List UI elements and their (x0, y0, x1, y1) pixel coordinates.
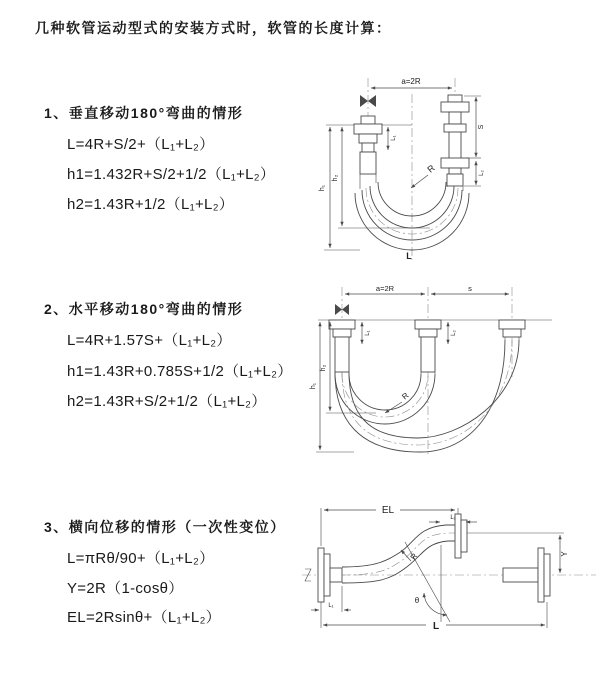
hose-s-curve (342, 525, 455, 583)
page-title: 几种软管运动型式的安装方式时，软管的长度计算： (35, 20, 392, 36)
diagram-horizontal-180-bend (312, 282, 600, 458)
dimension-el (321, 505, 458, 546)
left-flange (318, 548, 342, 602)
dim-label-l2: L₂ (479, 170, 485, 176)
right-fitting (499, 320, 525, 337)
dimension-l2 (448, 322, 457, 344)
dimension-l1-bottom (311, 586, 351, 612)
formula: h1=1.43R+0.785S+1/2（L₁+L₂） (67, 363, 293, 380)
lower-right-pipe (503, 548, 550, 602)
formula: h1=1.432R+S/2+1/2（L₁+L₂） (67, 166, 276, 183)
dim-label-a2r: a=2R (401, 77, 421, 86)
formula: L=4R+1.57S+（L₁+L₂） (67, 332, 232, 349)
dim-label-h1: h₁ (319, 184, 326, 192)
dimension-a2r (345, 284, 425, 294)
dim-label-l-total: L (432, 621, 440, 632)
dim-label-el: EL (381, 505, 395, 516)
dimension-l (321, 602, 547, 632)
left-fitting (326, 116, 412, 174)
upper-flange (455, 514, 564, 558)
dim-label-r: R (408, 551, 420, 562)
dim-label-a2r: a=2R (375, 284, 395, 293)
formula: L=πRθ/90+（L₁+L₂） (67, 550, 215, 567)
diagram-vertical-180-bend (308, 72, 600, 262)
dimension-l1 (362, 322, 371, 344)
dim-label-l1-bottom: L₁ (328, 603, 334, 609)
dim-label-l2: L₂ (451, 330, 457, 336)
left-fitting (329, 320, 355, 372)
dim-label-r: R (400, 390, 411, 402)
formula: h2=1.43R+S/2+1/2（L₁+L₂） (67, 393, 267, 410)
dim-label-s: s (468, 284, 472, 293)
section3-heading: 3、横向位移的情形（一次性变位） (44, 519, 286, 535)
dim-label-s: S (478, 124, 485, 130)
dim-label-y: Y (560, 551, 569, 557)
radius-callout (411, 162, 437, 188)
middle-fitting (415, 320, 441, 372)
formula: L=4R+S/2+（L₁+L₂） (67, 136, 215, 153)
dimension-y (560, 535, 569, 573)
section1-heading: 1、垂直移动180°弯曲的情形 (44, 105, 244, 121)
dimension-l1 (388, 127, 397, 150)
dimension-l1-top (429, 515, 477, 522)
dim-label-h2: h₂ (332, 174, 339, 182)
right-fitting (441, 95, 469, 186)
dim-label-l-total: L (406, 251, 412, 261)
hose-loop-position1 (335, 372, 435, 424)
dim-label-h1: h₁ (310, 382, 317, 390)
formula: Y=2R（1-cosθ） (67, 580, 184, 597)
dimension-h1 (319, 127, 360, 250)
formula: h2=1.43R+1/2（L₁+L₂） (67, 196, 235, 213)
diagram-lateral-displacement (298, 500, 600, 648)
dim-label-l1: L₁ (365, 330, 371, 336)
dimension-h2 (332, 127, 430, 228)
dim-label-l1-top: L₁ (450, 515, 456, 521)
dim-label-l1: L₁ (391, 135, 397, 141)
formula: EL=2Rsinθ+（L₁+L₂） (67, 609, 221, 626)
dimension-a2r (371, 77, 452, 88)
dim-label-h2: h₂ (320, 364, 327, 372)
dim-label-r: R (425, 162, 437, 175)
dim-label-theta: θ (414, 596, 420, 605)
dimension-s (431, 284, 509, 294)
section2-heading: 2、水平移动180°弯曲的情形 (44, 301, 244, 317)
